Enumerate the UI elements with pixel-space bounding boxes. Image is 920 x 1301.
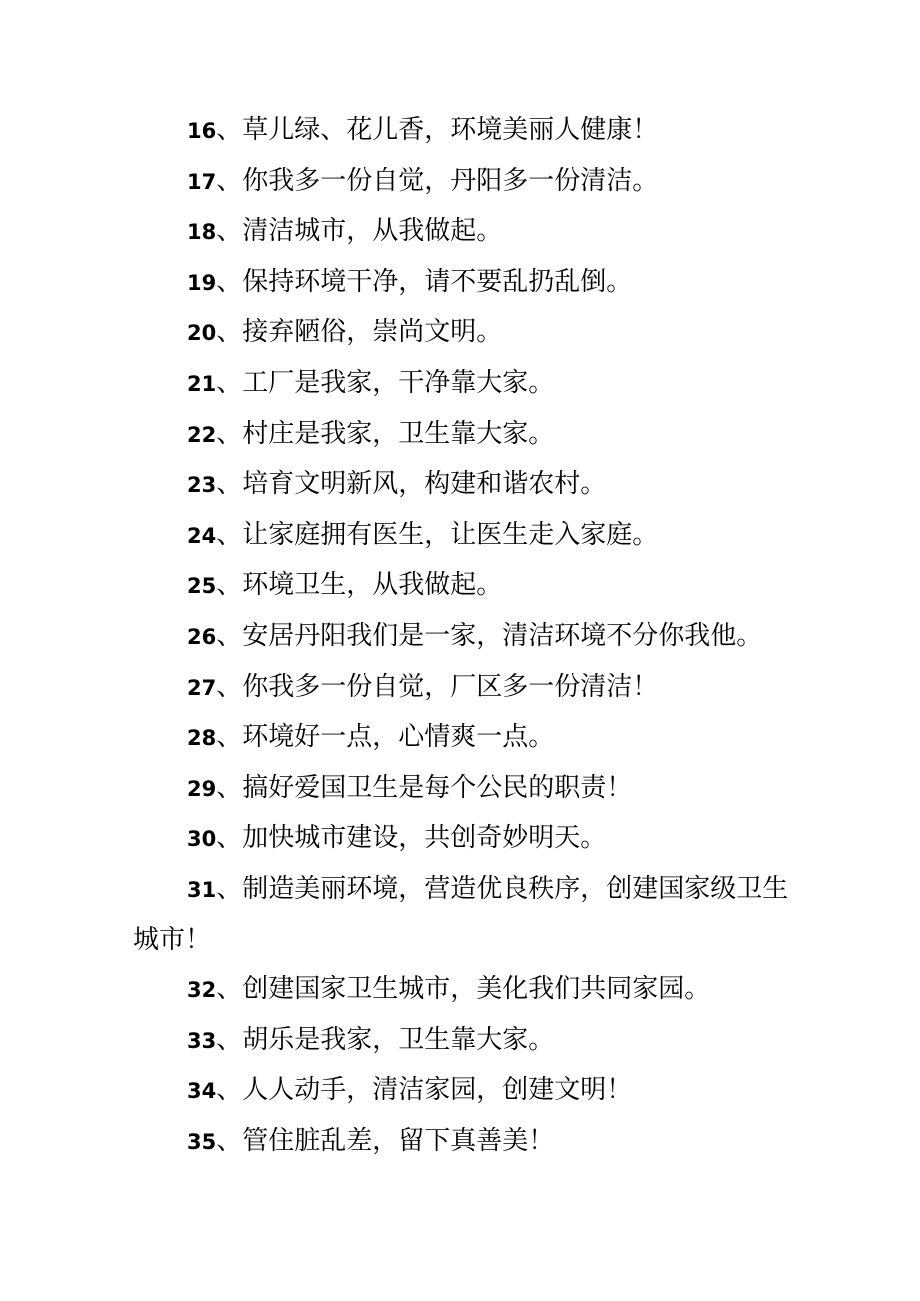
list-item <box>133 713 793 764</box>
item-number: 20 <box>187 321 217 346</box>
item-number: 24 <box>187 523 217 548</box>
list-item <box>133 511 793 562</box>
list-item <box>133 965 793 1016</box>
item-number: 29 <box>187 776 217 801</box>
item-separator: 、 <box>216 418 243 449</box>
item-number: 31 <box>187 877 217 902</box>
list-item <box>133 663 793 714</box>
item-number: 25 <box>187 574 217 599</box>
list-item <box>133 814 793 865</box>
item-text: 管住脏乱差，留下真善美！ <box>242 1125 555 1156</box>
item-separator: 、 <box>216 570 243 601</box>
item-separator: 、 <box>216 1024 243 1055</box>
item-number: 23 <box>187 473 217 498</box>
item-separator: 、 <box>216 671 243 702</box>
item-number: 22 <box>187 422 217 447</box>
item-text: 人人动手，清洁家园，创建文明！ <box>242 1075 633 1106</box>
list-item <box>133 359 793 410</box>
list-item <box>133 1016 793 1067</box>
item-text: 安居丹阳我们是一家，清洁环境不分你我他。 <box>242 620 763 651</box>
slogan-list <box>133 106 793 1167</box>
item-text: 工厂是我家，干净靠大家。 <box>242 367 555 398</box>
item-number: 34 <box>187 1079 217 1104</box>
item-number: 17 <box>187 169 217 194</box>
item-separator: 、 <box>216 1125 243 1156</box>
item-separator: 、 <box>216 1075 243 1106</box>
item-text: 让家庭拥有医生，让医生走入家庭。 <box>242 519 659 550</box>
item-number: 16 <box>187 119 217 143</box>
item-separator: 、 <box>216 266 243 297</box>
item-number: 32 <box>187 978 217 1003</box>
item-number: 28 <box>187 726 217 751</box>
list-item <box>133 207 793 258</box>
item-number: 30 <box>187 827 217 852</box>
list-item <box>133 764 793 815</box>
list-item <box>133 1117 793 1168</box>
item-number: 33 <box>187 1028 217 1053</box>
item-separator: 、 <box>216 367 243 398</box>
list-item <box>133 157 793 208</box>
item-number: 18 <box>187 220 217 245</box>
item-separator: 、 <box>216 772 243 803</box>
item-text: 清洁城市，从我做起。 <box>242 216 503 247</box>
item-text: 环境好一点，心情爽一点。 <box>242 722 555 753</box>
item-separator: 、 <box>216 165 243 196</box>
item-separator: 、 <box>216 722 243 753</box>
item-number: 26 <box>187 624 217 649</box>
item-text: 胡乐是我家，卫生靠大家。 <box>242 1024 555 1055</box>
list-item <box>133 308 793 359</box>
item-separator: 、 <box>216 519 243 550</box>
item-text: 村庄是我家，卫生靠大家。 <box>242 418 555 449</box>
list-item <box>133 561 793 612</box>
item-number: 19 <box>187 270 217 295</box>
item-separator: 、 <box>216 620 243 651</box>
item-text: 环境卫生，从我做起。 <box>242 570 503 601</box>
item-separator: 、 <box>216 469 243 500</box>
item-separator: 、 <box>216 974 243 1005</box>
item-text: 你我多一份自觉，厂区多一份清洁！ <box>242 671 659 702</box>
item-text: 你我多一份自觉，丹阳多一份清洁。 <box>242 165 659 196</box>
item-text: 保持环境干净，请不要乱扔乱倒。 <box>242 266 633 297</box>
item-text: 制造美丽环境，营造优良秩序，创建国家级卫生城市！ <box>133 873 789 955</box>
item-separator: 、 <box>216 317 243 348</box>
list-item <box>133 1066 793 1117</box>
item-number: 35 <box>187 1129 217 1154</box>
item-separator: 、 <box>216 216 243 247</box>
item-text: 搞好爱国卫生是每个公民的职责！ <box>242 772 633 803</box>
list-item <box>133 612 793 663</box>
list-item <box>133 460 793 511</box>
item-text: 草儿绿、花儿香，环境美丽人健康！ <box>242 115 659 145</box>
item-separator: 、 <box>216 873 243 904</box>
list-item <box>133 865 793 965</box>
item-number: 21 <box>187 371 217 396</box>
item-text: 接弃陋俗，崇尚文明。 <box>242 317 503 348</box>
list-item <box>133 410 793 461</box>
item-separator: 、 <box>216 115 243 145</box>
item-text: 培育文明新风，构建和谐农村。 <box>242 469 607 500</box>
item-text: 加快城市建设，共创奇妙明天。 <box>242 823 607 854</box>
item-text: 创建国家卫生城市，美化我们共同家园。 <box>242 974 711 1005</box>
list-item <box>133 258 793 309</box>
item-separator: 、 <box>216 823 243 854</box>
item-number: 27 <box>187 675 217 700</box>
list-item <box>133 106 793 157</box>
